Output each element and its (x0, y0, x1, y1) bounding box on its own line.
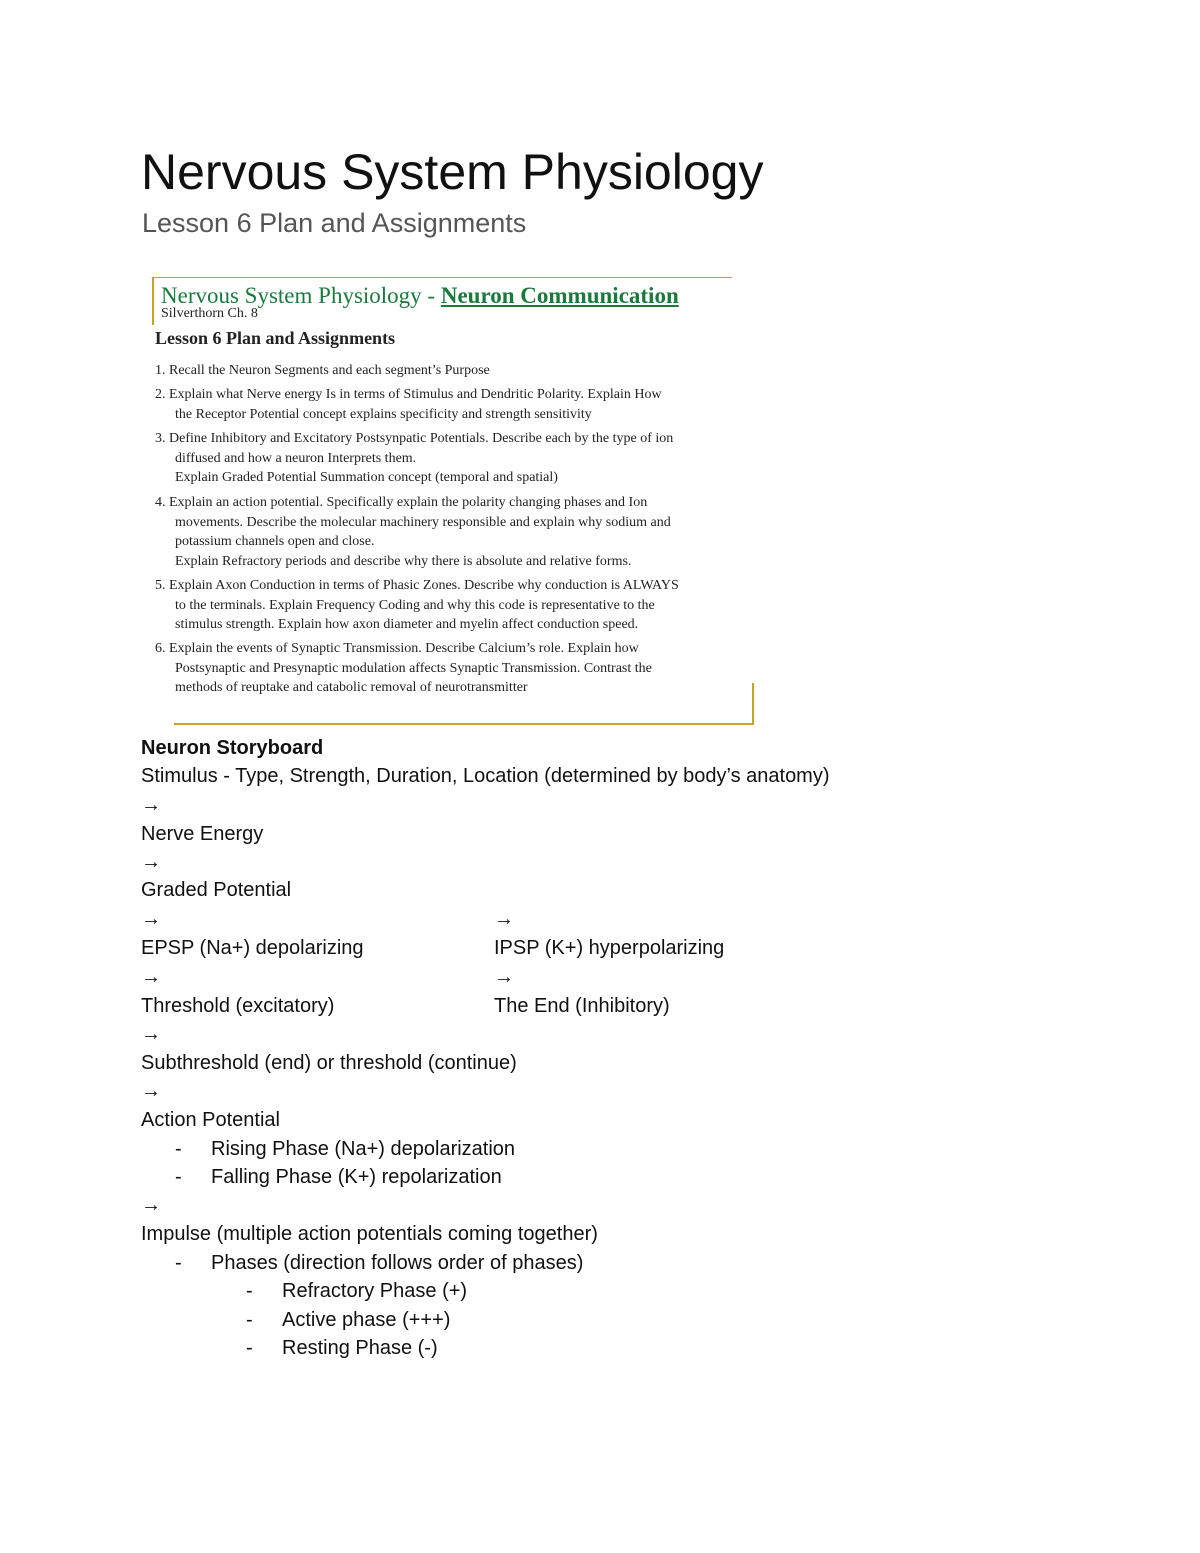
list-item (175, 1250, 583, 1276)
plan-item-line: Explain Refractory periods and describe why there is absolute and relative forms. (175, 553, 632, 569)
stimulus-text: Stimulus - Type, Strength, Duration, Location (determined by body’s anatomy) (141, 765, 830, 787)
arrow: → (141, 1194, 161, 1216)
plan-item-line: Explain Graded Potential Summation concept (temporal and spatial) (175, 470, 558, 485)
epsp-text: EPSP (Na+) depolarizing (141, 937, 364, 959)
dash-bullet: - (246, 1280, 253, 1302)
arrow: → (494, 908, 514, 930)
list-item (246, 1335, 438, 1361)
rising-phase-text: Rising Phase (Na+) depolarization (211, 1138, 516, 1160)
falling-phase-text: Falling Phase (K+) repolarization (211, 1166, 502, 1188)
plan-item-line: diffused and how a neuron Interprets them. (175, 450, 417, 466)
storyboard-heading: Neuron Storyboard (141, 737, 324, 759)
dash-bullet: - (246, 1309, 253, 1331)
list-item (246, 1278, 467, 1304)
plan-item-line: 2. Explain what Nerve energy Is in terms of Stimulus and Dendritic Polarity. Explain How (155, 387, 662, 402)
arrow: → (141, 908, 161, 930)
plan-item-5 (155, 576, 679, 635)
threshold-excitatory-text: Threshold (excitatory) (141, 995, 335, 1017)
impulse-text: Impulse (multiple action potentials coming together) (141, 1223, 598, 1245)
arrow: → (141, 851, 161, 873)
ipsp-text: IPSP (K+) hyperpolarizing (494, 937, 725, 959)
plan-item-line: 4. Explain an action potential. Specifically explain the polarity changing phases and Ion (155, 495, 648, 510)
arrow: → (141, 1080, 161, 1102)
dash-bullet: - (246, 1337, 253, 1359)
plan-heading-topic: Neuron Communication (440, 283, 679, 308)
lesson-plan-image (152, 277, 754, 725)
plan-item-line: to the terminals. Explain Frequency Coding and why this code is representative to the (175, 597, 655, 613)
list-item (175, 1164, 502, 1190)
plan-item-line: 1. Recall the Neuron Segments and each segment’s Purpose (155, 363, 490, 378)
plan-border-left (152, 277, 154, 325)
plan-item-line: 5. Explain Axon Conduction in terms of Phasic Zones. Describe why conduction is ALWAYS (155, 578, 679, 593)
dash-bullet: - (175, 1138, 182, 1160)
action-potential-text: Action Potential (141, 1109, 280, 1131)
plan-item-1 (155, 361, 490, 381)
plan-item-line: Postsynaptic and Presynaptic modulation affects Synaptic Transmission. Contrast the (175, 660, 652, 676)
plan-heading-prefix: Nervous System Physiology - (161, 283, 441, 308)
plan-item-3 (155, 429, 673, 488)
plan-item-line: the Receptor Potential concept explains specificity and strength sensitivity (175, 406, 592, 422)
plan-item-line: methods of reuptake and catabolic removal of neurotransmitter (175, 680, 528, 695)
active-phase-text: Active phase (+++) (282, 1309, 451, 1331)
plan-border-bottom (174, 723, 752, 725)
plan-item-line: 3. Define Inhibitory and Excitatory Postsynpatic Potentials. Describe each by the type of ion (155, 431, 674, 446)
the-end-inhibitory-text: The End (Inhibitory) (494, 995, 670, 1017)
plan-reference: Silverthorn Ch. 8 (161, 306, 258, 321)
plan-border-right (752, 683, 754, 725)
plan-item-line: movements. Describe the molecular machinery responsible and explain why sodium and (175, 514, 671, 530)
document-title: Nervous System Physiology (141, 144, 764, 200)
arrow: → (141, 966, 161, 988)
plan-item-line: stimulus strength. Explain how axon diameter and myelin affect conduction speed. (175, 617, 639, 632)
arrow: → (494, 966, 514, 988)
list-item (246, 1307, 450, 1333)
plan-item-6 (155, 639, 652, 698)
plan-item-line: potassium channels open and close. (175, 534, 375, 549)
arrow: → (141, 1023, 161, 1045)
subthreshold-text: Subthreshold (end) or threshold (continue) (141, 1052, 517, 1074)
resting-phase-text: Resting Phase (-) (282, 1337, 438, 1359)
graded-potential-text: Graded Potential (141, 879, 292, 901)
dash-bullet: - (175, 1166, 182, 1188)
list-item (175, 1136, 515, 1162)
plan-item-4 (155, 493, 671, 571)
refractory-phase-text: Refractory Phase (+) (282, 1280, 468, 1302)
arrow: → (141, 794, 161, 816)
phases-text: Phases (direction follows order of phases) (211, 1252, 584, 1274)
plan-subheading: Lesson 6 Plan and Assignments (155, 328, 396, 348)
plan-item-line: 6. Explain the events of Synaptic Transmission. Describe Calcium’s role. Explain how (155, 641, 639, 656)
plan-border-top (152, 277, 732, 278)
nerve-energy-text: Nerve Energy (141, 823, 264, 845)
document-subtitle: Lesson 6 Plan and Assignments (142, 208, 527, 238)
dash-bullet: - (175, 1252, 182, 1274)
plan-item-2 (155, 385, 662, 424)
